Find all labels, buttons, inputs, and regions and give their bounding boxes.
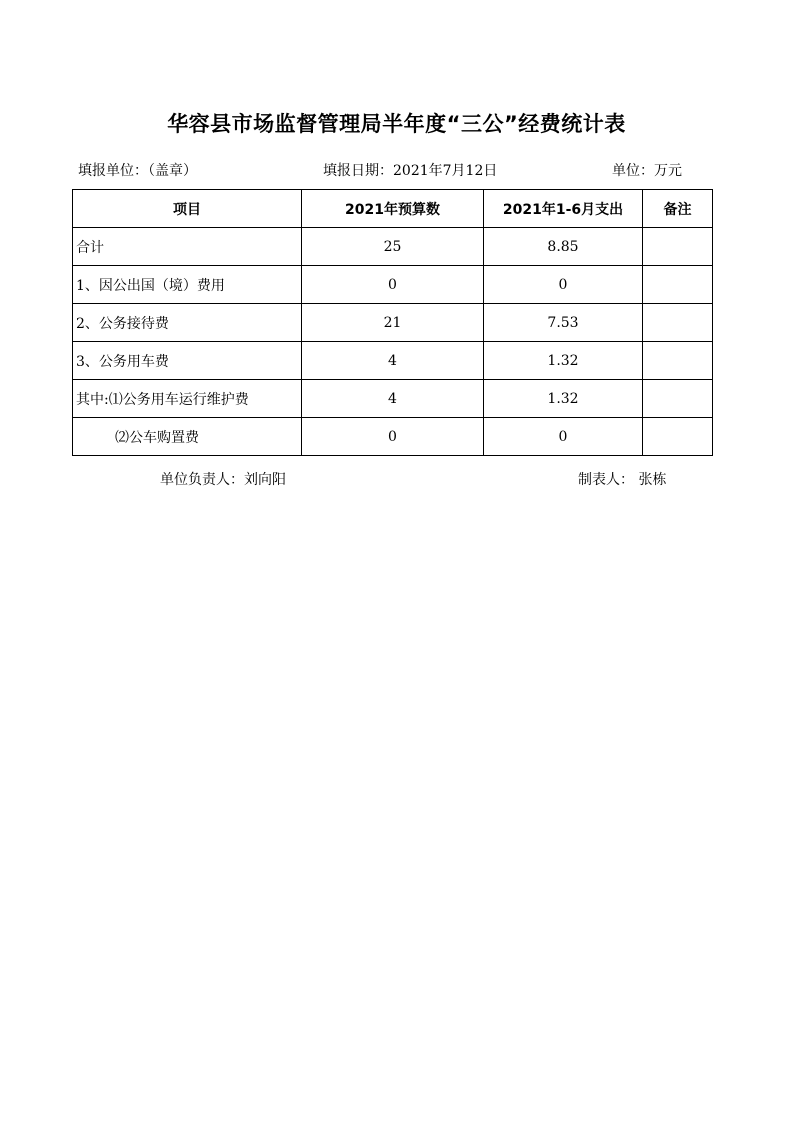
- unit-head-label: 单位负责人：刘向阳: [160, 472, 286, 488]
- row-spent: 1.32: [484, 380, 643, 418]
- row-budget: 0: [302, 418, 484, 456]
- row-item: 其中:⑴公务用车运行维护费: [73, 380, 302, 418]
- column-header-budget: 2021年预算数: [302, 190, 484, 228]
- table-row: [73, 304, 713, 342]
- row-spent: 1.32: [484, 342, 643, 380]
- fill-unit-label: 填报单位：（盖章）: [78, 163, 197, 179]
- row-item: 2、公务接待费: [73, 304, 302, 342]
- expense-table: [72, 189, 713, 456]
- row-spent: 0: [484, 266, 643, 304]
- table-row: [73, 266, 713, 304]
- row-item: 合计: [73, 228, 302, 266]
- row-spent: 8.85: [484, 228, 643, 266]
- row-note: [643, 380, 713, 418]
- fill-date-label: 填报日期：2021年7月12日: [323, 163, 498, 179]
- row-budget: 4: [302, 380, 484, 418]
- row-note: [643, 228, 713, 266]
- row-budget: 0: [302, 266, 484, 304]
- table-maker-label: 制表人： 张栋: [578, 472, 667, 488]
- row-note: [643, 304, 713, 342]
- row-note: [643, 342, 713, 380]
- row-item: 3、公务用车费: [73, 342, 302, 380]
- table-row: [73, 380, 713, 418]
- table-row: [73, 228, 713, 266]
- row-spent: 7.53: [484, 304, 643, 342]
- table-header-row: [73, 190, 713, 228]
- row-budget: 21: [302, 304, 484, 342]
- column-header-spent: 2021年1-6月支出: [484, 190, 643, 228]
- row-budget: 4: [302, 342, 484, 380]
- row-note: [643, 418, 713, 456]
- table-row: [73, 418, 713, 456]
- row-item: 1、因公出国（境）费用: [73, 266, 302, 304]
- row-spent: 0: [484, 418, 643, 456]
- unit-label: 单位：万元: [612, 163, 682, 179]
- page-title: 华容县市场监督管理局半年度“三公”经费统计表: [167, 112, 626, 136]
- table-row: [73, 342, 713, 380]
- column-header-item: 项目: [73, 190, 302, 228]
- column-header-note: 备注: [643, 190, 713, 228]
- row-budget: 25: [302, 228, 484, 266]
- row-note: [643, 266, 713, 304]
- row-item: ⑵公车购置费: [73, 418, 302, 456]
